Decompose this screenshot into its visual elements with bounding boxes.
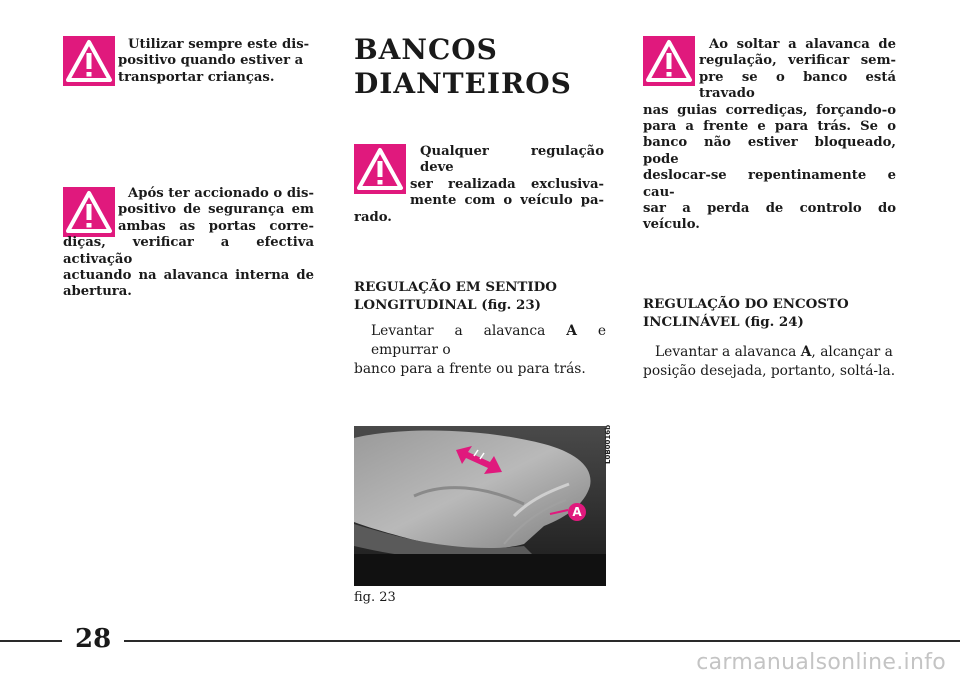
warning-text-children: Utilizar sempre este dis- positivo quando estiver a transportar crianças. — [118, 37, 310, 85]
section-heading: BANCOS DIANTEIROS — [354, 33, 572, 100]
warning-text-adjustment: Qualquer regulação deve ser realizada exclusiva- mente com o veículo pa- rado. — [354, 144, 604, 225]
body-recline: Levantar a alavanca A, alcançar a posição desejada, portanto, soltá-la. — [643, 344, 896, 379]
warning-text-lever-release: Ao soltar a alavanca de regulação, verificar sem- pre se o banco está travado nas guias corrediças, forçando-o para a frente e para trás. Se o banco não estiver bloqueado, pode deslocar-se repentinamente e cau- sar a perda de controlo do veículo. — [643, 37, 896, 233]
subheading-longitudinal: REGULAÇÃO EM SENTIDO LONGITUDINAL (fig. 23) — [354, 279, 557, 313]
footer-rule-left — [0, 640, 62, 642]
double-arrow-icon — [454, 444, 504, 476]
watermark: carmanualsonline.info — [696, 650, 946, 675]
figure-caption: fig. 23 — [354, 590, 396, 605]
footer-rule-right — [124, 640, 960, 642]
warning-triangle-icon — [63, 36, 115, 86]
body-longitudinal: Levantar a alavanca A e empurrar o banco para a frente ou para trás. — [354, 323, 606, 377]
lever-label-a: A — [568, 503, 586, 521]
seat-photo-figure — [354, 426, 606, 586]
subheading-recline: REGULAÇÃO DO ENCOSTO INCLINÁVEL (fig. 24) — [643, 296, 849, 330]
figure-code: L0B0016b — [604, 424, 612, 464]
page-number: 28 — [75, 624, 112, 654]
warning-text-door-lock: Após ter accionado o dis- positivo de segurança em ambas as portas corre- diças, verificar a efectiva activação actuando na alavanca interna de abertura. — [63, 186, 314, 300]
